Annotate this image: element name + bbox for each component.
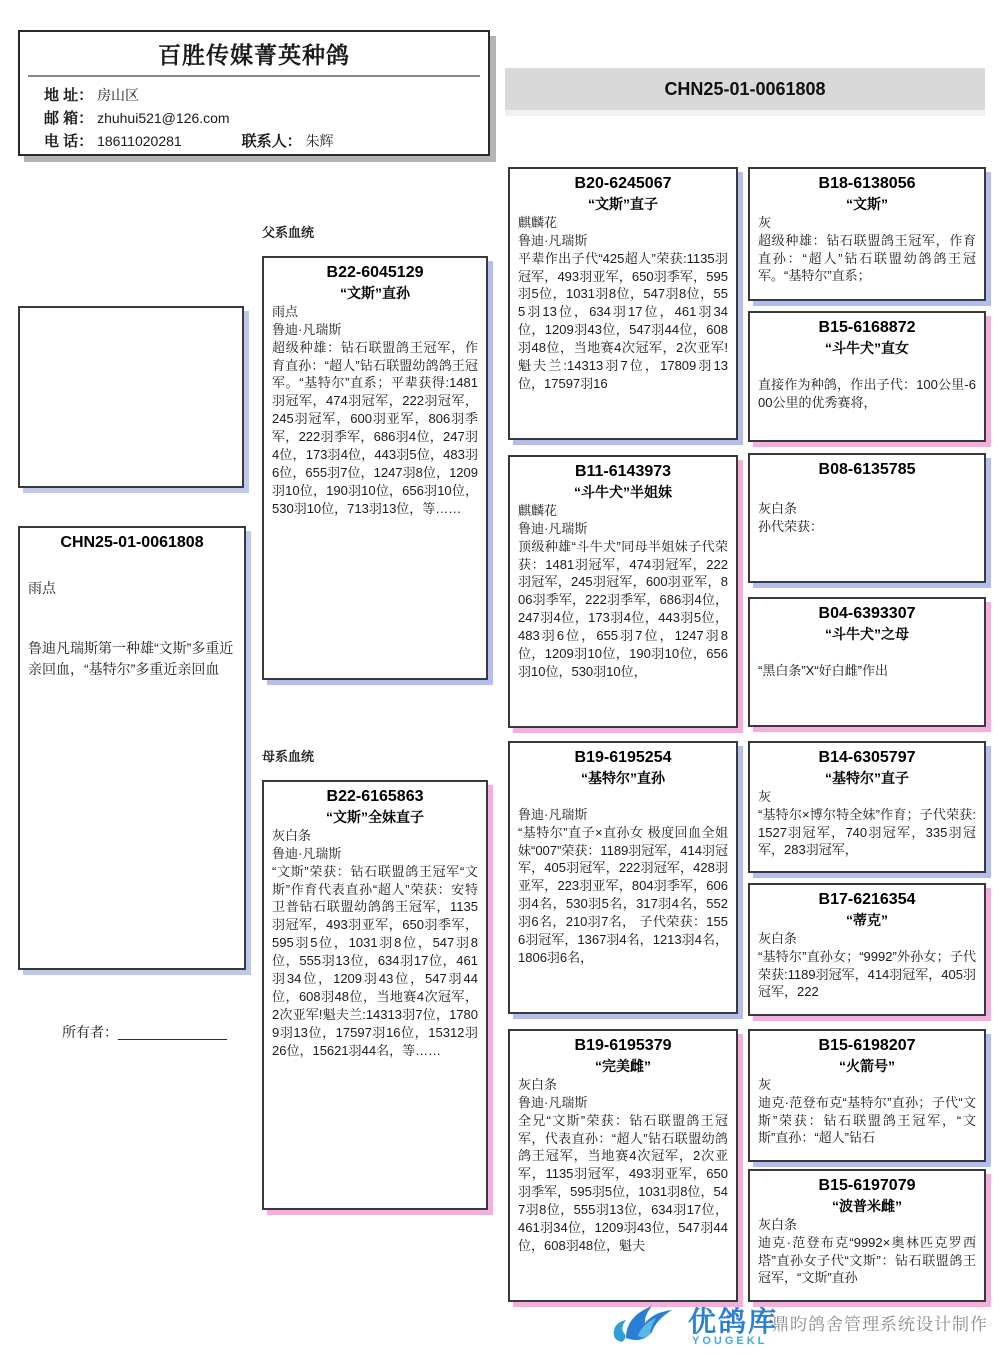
- subject-bird-box: [18, 526, 246, 970]
- father-name: “文斯”直孙: [340, 284, 410, 301]
- pedigree-ring: B15-6168872: [818, 319, 916, 336]
- pedigree-ring: B17-6216354: [818, 891, 916, 908]
- pedigree-name: “完美雌”: [595, 1057, 651, 1074]
- pedigree-color: [518, 788, 728, 806]
- grandmother-paternal-box: [508, 455, 738, 728]
- address-row: [20, 84, 488, 107]
- pedigree-color: [758, 358, 976, 376]
- pedigree-name: “文斯”直子: [588, 195, 658, 212]
- great-grandparent-box-8: [748, 1169, 986, 1302]
- great-grandparent-box-4: [748, 597, 986, 727]
- father-ring: B22-6045129: [326, 264, 424, 281]
- maternal-line-label: 母系血统: [262, 749, 315, 764]
- pedigree-name: “文斯”: [846, 195, 888, 212]
- pedigree-name: “基特尔”直子: [825, 769, 909, 786]
- great-grandparent-box-3: [748, 453, 986, 583]
- mother-box: [262, 780, 488, 1210]
- great-grandparent-box-6: [748, 883, 986, 1016]
- pedigree-color: 灰白条: [518, 1076, 558, 1092]
- pedigree-name: “火箭号”: [839, 1057, 895, 1074]
- pedigree-strain: 鲁迪·凡瑞斯: [518, 520, 588, 536]
- phone-label: 电 话：: [44, 133, 94, 150]
- pedigree-achievements: 直接作为种鸽，作出子代：100公里-600公里的优秀赛将，: [758, 376, 976, 410]
- father-box: [262, 256, 488, 680]
- great-grandparent-box-1: [748, 167, 986, 301]
- pedigree-name: “斗牛犬”之母: [825, 625, 909, 642]
- pedigree-color: 灰白条: [758, 1216, 798, 1232]
- pedigree-color: 灰: [758, 788, 772, 804]
- pedigree-ring: B14-6305797: [818, 749, 916, 766]
- pedigree-achievements: 迪克·范登布克“9992×奥林匹克罗西塔”直孙女子代“文斯”：钻石联盟鸽王冠军，“文斯”直孙: [758, 1234, 976, 1286]
- subject-description: 鲁迪凡瑞斯第一种雄“文斯”多重近亲回血，“基特尔”多重近亲回血: [28, 639, 234, 677]
- pedigree-ring: B18-6138056: [818, 175, 916, 192]
- pedigree-achievements: “基特尔”直子×直孙女 极度回血全姐妹“007”荣获：1189羽冠军，414羽冠军，405羽冠军，222羽冠军，428羽亚军，223羽亚军，804羽季军，606羽4名，530羽5名，317羽4名，552羽6名，210羽7名， 子代荣获：1556羽冠军，1367羽4名，1213羽4名，1806羽6名，: [518, 824, 728, 966]
- pedigree-ring: B19-6195379: [574, 1037, 672, 1054]
- pedigree-ring: B19-6195254: [574, 749, 672, 766]
- pedigree-achievements: 全兄“文斯”荣获：钻石联盟鸽王冠军，代表直孙：“超人”钻石联盟幼鸽鸽王冠军，当地赛4次冠军，2次亚军，1135羽冠军，493羽亚军，650羽季军，595羽5位，1031羽8位，547羽8位，555羽13位，634羽17位，461羽34位，1209羽43位，547羽44位，608羽48位，魁夫: [518, 1112, 728, 1254]
- father-color: 雨点: [272, 303, 299, 319]
- pedigree-ring: B15-6198207: [818, 1037, 916, 1054]
- subject-ring: CHN25-01-0061808: [60, 534, 204, 551]
- ring-number-banner: CHN25-01-0061808: [505, 68, 985, 110]
- mother-ring: B22-6165863: [326, 788, 424, 805]
- pedigree-name: “基特尔”直孙: [581, 769, 665, 786]
- pedigree-achievements: 平辈作出子代“425超人”荣获:1135羽冠军，493羽亚军，650羽季军，595羽5位，1031羽8位，547羽8位，555羽13位，634羽17位，461羽34位，1209羽43位，547羽44位，608羽48位，当地赛4次冠军，2次亚军!魁夫兰:14313羽7位，17809羽13位，17597羽16: [518, 250, 728, 392]
- pedigree-name: “蒂克”: [846, 911, 888, 928]
- pedigree-name: “波普米雌”: [832, 1197, 902, 1214]
- pedigree-color: 灰: [758, 214, 772, 230]
- mother-name: “文斯”全妹直子: [326, 808, 424, 825]
- pedigree-achievements: 孙代荣获：: [758, 518, 824, 534]
- father-strain: 鲁迪·凡瑞斯: [272, 321, 342, 337]
- contact-value: 朱辉: [305, 133, 334, 149]
- pedigree-achievements: “基特尔×博尔特全妹”作育；子代荣获:1527羽冠军，740羽冠军，335羽冠军，283羽冠军，: [758, 806, 976, 858]
- pedigree-name: [758, 481, 976, 500]
- contact-label: 联系人：: [241, 133, 302, 150]
- email-label: 邮 箱：: [44, 110, 94, 127]
- grandmother-maternal-box: [508, 1029, 738, 1302]
- loft-header-card: [18, 30, 490, 156]
- email-value: zhuhui521@126.com: [97, 110, 230, 126]
- pedigree-ring: B08-6135785: [818, 461, 916, 478]
- pedigree-ring: B11-6143973: [574, 463, 672, 480]
- pedigree-ring: B15-6197079: [818, 1177, 916, 1194]
- phone-row: [20, 130, 488, 153]
- phone-value: 18611020281: [97, 133, 182, 149]
- pedigree-color: [758, 644, 976, 662]
- paternal-line-label: 父系血统: [262, 225, 315, 240]
- pedigree-strain: 鲁迪·凡瑞斯: [518, 1094, 588, 1110]
- email-row: [20, 107, 488, 130]
- yougeku-logo-bird-icon: [608, 1302, 678, 1350]
- pedigree-color: 灰白条: [758, 500, 798, 516]
- pedigree-ring: B04-6393307: [818, 605, 916, 622]
- mother-achievements: “文斯”荣获：钻石联盟鸽王冠军“文斯”作育代表直孙“超人”荣获：安特卫普钻石联盟幼鸽鸽王冠军，1135羽冠军，493羽亚军，650羽季军，595羽5位，1031羽8位，547羽8位，555羽13位，634羽17位，461羽34位，1209羽43位，547羽44位，608羽48位，当地赛4次冠军，2次亚军!魁夫兰:14313羽7位，17809羽13位，17597羽16位，15312羽26位，15621羽44名，等……: [272, 863, 478, 1058]
- pedigree-color: 灰白条: [758, 930, 798, 946]
- pedigree-color: 灰: [758, 1076, 772, 1092]
- address-value: 房山区: [97, 87, 140, 103]
- great-grandparent-box-5: [748, 741, 986, 873]
- pedigree-achievements: 迪克·范登布克“基特尔”直孙；子代“文斯”荣获：钻石联盟鸽王冠军，“文斯”直孙：“超人”钻石: [758, 1094, 976, 1146]
- great-grandparent-box-2: [748, 311, 986, 442]
- pedigree-name: “斗牛犬”直女: [825, 339, 909, 356]
- header-divider: [28, 75, 480, 77]
- owner-label: 所有者：: [62, 1024, 118, 1040]
- great-grandparent-box-7: [748, 1029, 986, 1162]
- photo-placeholder-box: [18, 306, 244, 488]
- loft-title: 百胜传媒菁英种鸽: [158, 42, 350, 68]
- pedigree-achievements: 超级种雄：钻石联盟鸽王冠军，作育直孙：“超人”钻石联盟幼鸽鸽王冠军。“基特尔”直系；: [758, 232, 976, 284]
- pedigree-ring: B20-6245067: [574, 175, 672, 192]
- owner-blank-line: ______________: [118, 1024, 228, 1040]
- yougeku-logo-text: 优鸽库: [688, 1306, 779, 1337]
- pedigree-color: 麒麟花: [518, 214, 558, 230]
- pedigree-name: “斗牛犬”半姐妹: [574, 483, 672, 500]
- grandfather-maternal-box: [508, 741, 738, 1014]
- pedigree-strain: 鲁迪·凡瑞斯: [518, 232, 588, 248]
- subject-color: 雨点: [28, 579, 56, 596]
- mother-strain: 鲁迪·凡瑞斯: [272, 845, 342, 861]
- owner-row: [62, 1022, 227, 1042]
- mother-color: 灰白条: [272, 827, 312, 843]
- software-credit: 鼎昀鸽舍管理系统设计制作: [772, 1315, 988, 1334]
- father-achievements: 超级种雄：钻石联盟鸽王冠军，作育直孙：“超人”钻石联盟幼鸽鸽王冠军。“基特尔”直系；平辈获得:1481羽冠军，474羽冠军，222羽冠军，245羽冠军，600羽亚军，806羽季军，222羽季军，686羽4位，247羽4位，173羽4位，443羽5位，483羽6位，655羽7位，1247羽8位，1209羽10位，190羽10位，656羽10位，530羽10位，713羽13位，等……: [272, 339, 478, 517]
- address-label: 地 址：: [44, 87, 94, 104]
- pedigree-strain: 鲁迪·凡瑞斯: [518, 806, 588, 822]
- pedigree-achievements: 顶级种雄“斗牛犬”同母半姐妹子代荣获：1481羽冠军，474羽冠军，222羽冠军，245羽冠军，600羽亚军，806羽季军，222羽季军，686羽4位，247羽4位，173羽4位，443羽5位，483羽6位，655羽7位，1247羽8位，1209羽10位，190羽10位，656羽10位，530羽10位，: [518, 538, 728, 680]
- yougeku-logo-subtext: YOUGEKL: [692, 1335, 768, 1347]
- pedigree-color: 麒麟花: [518, 502, 558, 518]
- grandfather-paternal-box: [508, 167, 738, 440]
- pedigree-achievements: “基特尔”直孙女；“9992”外孙女；子代荣获:1189羽冠军，414羽冠军，405羽冠军，222: [758, 948, 976, 1000]
- pedigree-achievements: “黑白条”X“好白雌”作出: [758, 662, 888, 678]
